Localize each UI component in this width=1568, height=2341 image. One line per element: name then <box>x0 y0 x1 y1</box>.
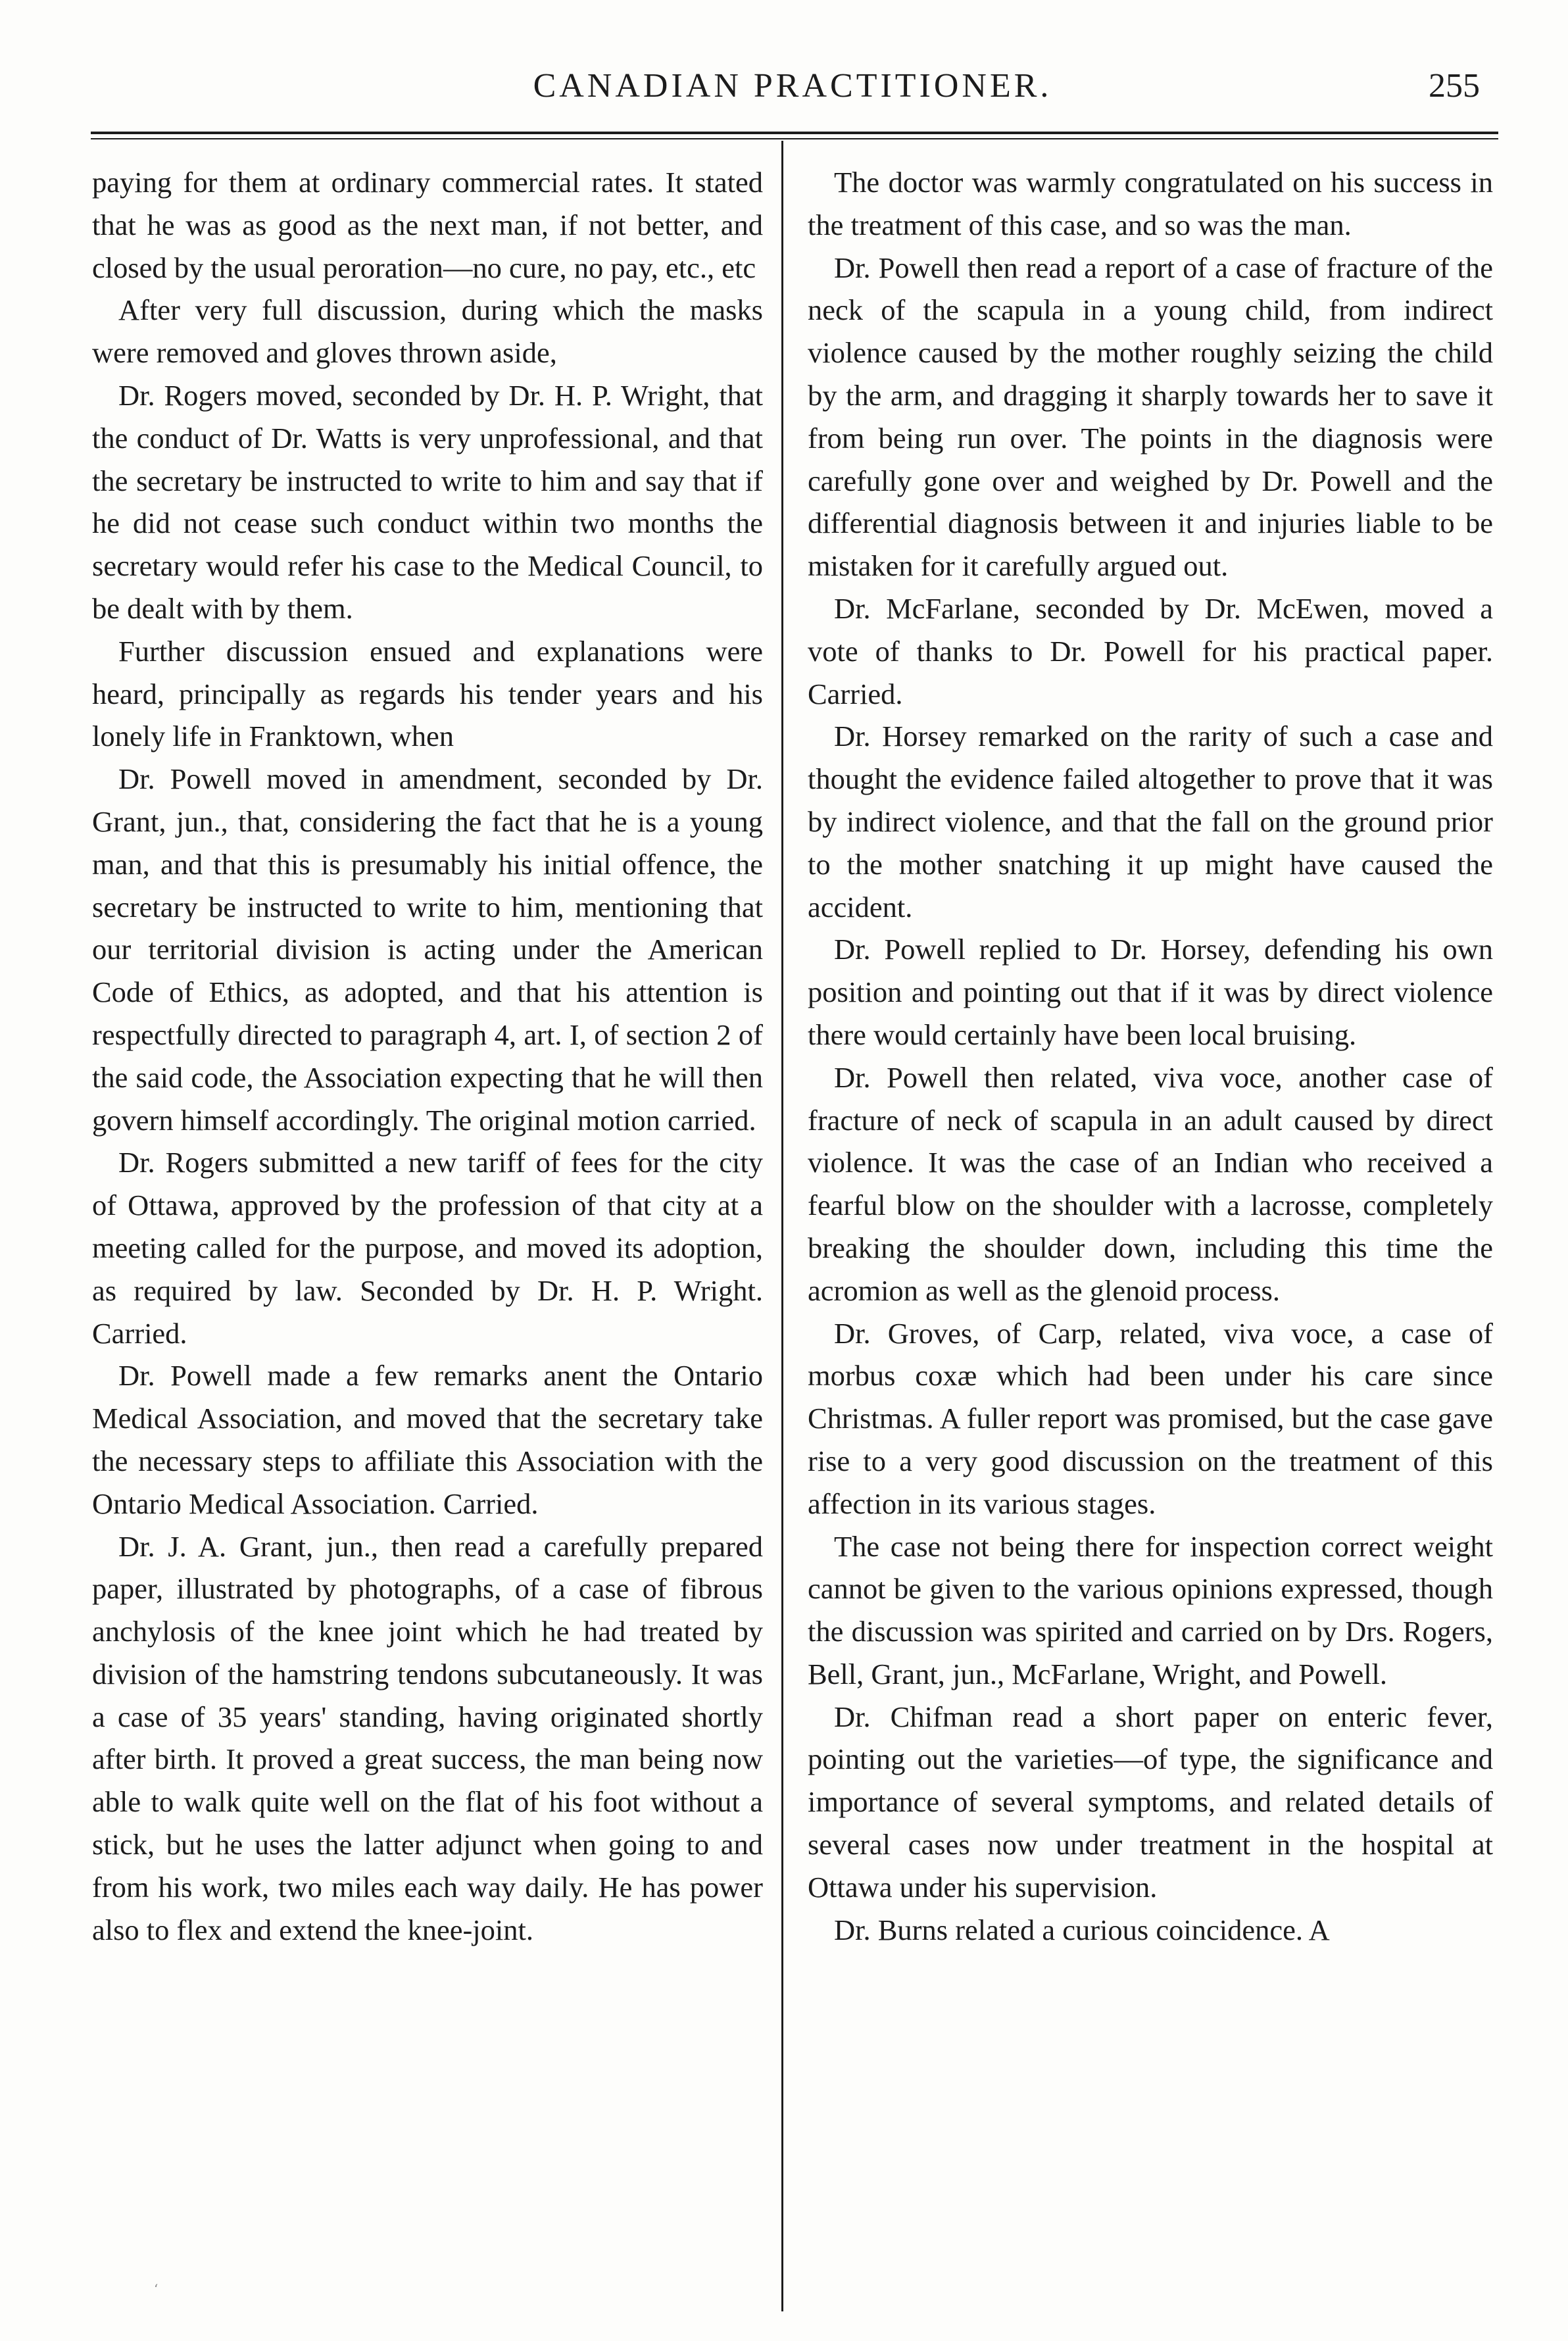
page-number: 255 <box>1429 67 1480 105</box>
paragraph: Dr. Powell made a few remarks anent the Ontario Medical Association, and moved that the secretary take the necessary steps to affiliate this Association with the Ontario Medical Association. Carried. <box>92 1359 763 1520</box>
paragraph: Further discussion ensued and explanations were heard, principally as regards his tender years and his lonely life in Franktown, when <box>92 634 763 753</box>
left-column <box>92 161 763 1951</box>
running-head: CANADIAN PRACTITIONER. <box>533 67 1052 105</box>
paragraph: Dr. Horsey remarked on the rarity of such a case and thought the evidence failed altogether to prove that it was by indirect violence, and that the fall on the ground prior to the mother snatching it up might have caused the accident. <box>808 720 1493 924</box>
paragraph: Dr. Powell then read a report of a case of fracture of the neck of the scapula in a young child, from indirect violence caused by the mother roughly seizing the child by the arm, and dragging it sharply towards her to save it from being run over. The points in the diagnosis were carefully gone over and weighed by Dr. Powell and the differential diagnosis between it and injuries liable to be mistaken for it carefully argued out. <box>808 251 1493 583</box>
paragraph: Dr. Groves, of Carp, related, viva voce, a case of morbus coxæ which had been under his care since Christmas. A fuller report was promised, but the case gave rise to a very good discussion on the treatment of this affection in its various stages. <box>808 1316 1493 1520</box>
right-column <box>808 161 1493 1951</box>
page-header <box>92 63 1493 116</box>
header-rule-thin <box>91 138 1498 139</box>
paragraph: Dr. Powell then related, viva voce, another case of fracture of neck of scapula in an adult caused by direct violence. It was the case of an Indian who received a fearful blow on the shoulder with a lacrosse, completely breaking the shoulder down, including this time the acromion as well as the glenoid process. <box>808 1060 1493 1307</box>
paragraph: Dr. Burns related a curious coincidence. A <box>834 1913 1330 1946</box>
paragraph: Dr. Powell moved in amendment, seconded by Dr. Grant, jun., that, considering the fact that he is a young man, and that this is presumably his initial offence, the secretary be instructed to write to him, mentioning that our territorial division is acting under the American Code of Ethics, as adopted, and that his attention is respectfully directed to paragraph 4, art. I, of section 2 of the said code, the Association expecting that he will then govern himself accordingly. The original motion carried. <box>92 762 763 1137</box>
column-divider <box>781 141 783 2311</box>
paragraph: Dr. Rogers moved, seconded by Dr. H. P. Wright, that the conduct of Dr. Watts is very unprofessional, and that the secretary be instructed to write to him and say that if he did not cease such conduct within two months the secretary would refer his case to the Medical Council, to be dealt with by them. <box>92 378 763 625</box>
paragraph: Dr. Rogers submitted a new tariff of fees for the city of Ottawa, approved by the profession of that city at a meeting called for the purpose, and moved its adoption, as required by law. Seconded by Dr. H. P. Wright. Carried. <box>92 1146 763 1350</box>
header-rule-thick <box>91 132 1498 134</box>
paragraph: Dr. McFarlane, seconded by Dr. McEwen, moved a vote of thanks to Dr. Powell for his practical paper. Carried. <box>808 591 1493 710</box>
paragraph: The case not being there for inspection correct weight cannot be given to the various opinions expressed, though the discussion was spirited and carried on by Drs. Rogers, Bell, Grant, jun., McFarlane, Wright, and Powell. <box>808 1529 1493 1690</box>
paragraph: The doctor was warmly congratulated on his success in the treatment of this case, and so was the man. <box>808 166 1493 241</box>
paragraph: Dr. J. A. Grant, jun., then read a carefully prepared paper, illustrated by photographs, of a case of fibrous anchylosis of the knee joint which he had treated by division of the hamstring tendons subcutaneously. It was a case of 35 years' standing, having originated shortly after birth. It proved a great success, the man being now able to walk quite well on the flat of his foot without a stick, but he uses the latter adjunct when going to and from his work, two miles each way daily. He has power also to flex and extend the knee-joint. <box>92 1529 763 1946</box>
paragraph: After very full discussion, during which the masks were removed and gloves thrown aside, <box>92 293 763 370</box>
paragraph: Dr. Powell replied to Dr. Horsey, defending his own position and pointing out that if it was by direct violence there would certainly have been local bruising. <box>808 933 1493 1051</box>
paragraph: paying for them at ordinary commercial rates. It stated that he was as good as the next man, if not better, and closed by the usual peroration—no cure, no pay, etc., etc <box>92 166 763 284</box>
print-mark: ʻ <box>154 2281 159 2297</box>
paragraph: Dr. Chifman read a short paper on enteric fever, pointing out the varieties—of type, the significance and importance of several symptoms, and related details of several cases now under treatment in the hospital at Ottawa under his supervision. <box>808 1700 1493 1904</box>
